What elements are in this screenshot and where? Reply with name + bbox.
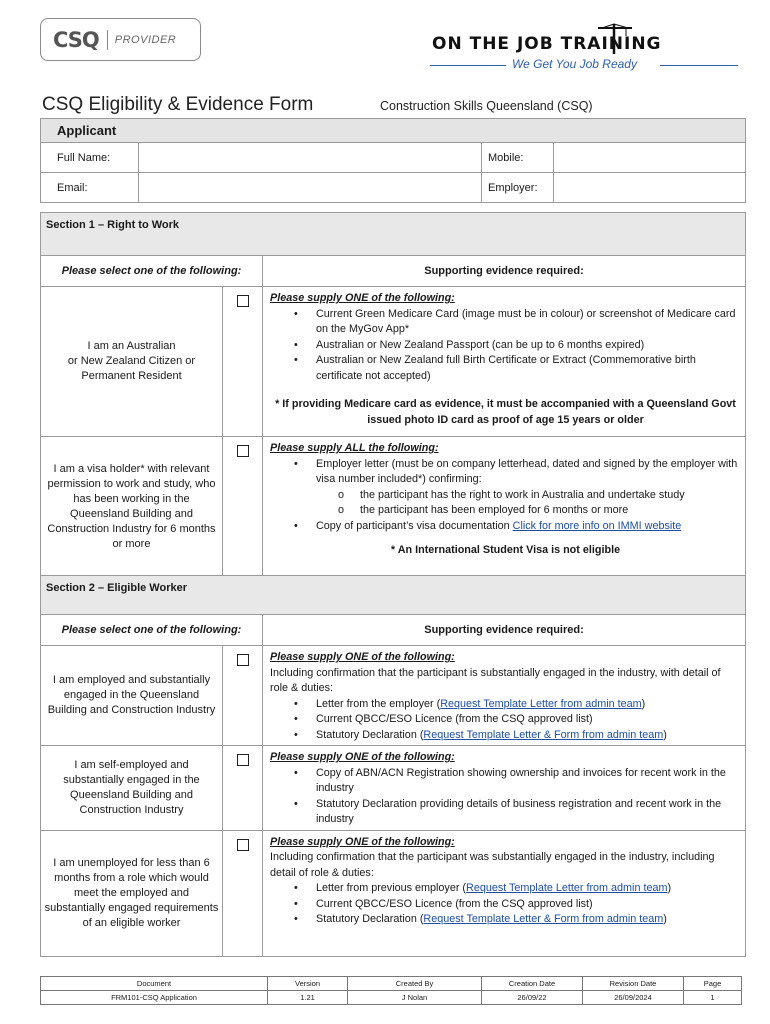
unemployed-checkbox-cell xyxy=(223,830,263,956)
evidence-list xyxy=(294,457,741,535)
unemployed-checkbox[interactable] xyxy=(237,839,249,851)
evidence-cell xyxy=(263,830,746,956)
option-label: I am an Australian or New Zealand Citizen or Permanent Resident xyxy=(41,287,223,437)
evidence-item xyxy=(294,519,741,535)
self-employed-checkbox[interactable] xyxy=(237,754,249,766)
evidence-item: • Australian or New Zealand Passport (can be up to 6 months expired) xyxy=(294,338,741,354)
csq-logo-label: PROVIDER xyxy=(114,33,177,46)
full-name-label: Full Name: xyxy=(41,143,139,173)
evidence-item: • Australian or New Zealand full Birth Certificate or Extract (Commemorative birth certificate not accepted) xyxy=(294,353,741,384)
evidence-text: Copy of participant’s visa documentation xyxy=(316,519,513,532)
immi-website-link[interactable]: Click for more info on IMMI website xyxy=(512,519,682,532)
tagline-rule-right xyxy=(660,65,738,66)
evidence-cell xyxy=(263,746,746,831)
on-the-job-training-logo xyxy=(430,22,740,77)
section1-option-visa xyxy=(41,437,746,577)
mobile-label: Mobile: xyxy=(482,143,554,173)
evidence-heading: Please supply ONE of the following: xyxy=(270,651,455,663)
section1-heading: Section 1 – Right to Work xyxy=(41,213,746,256)
student-visa-note: * An International Student Visa is not eligible xyxy=(390,544,621,556)
self-employed-checkbox-cell xyxy=(223,746,263,831)
evidence-heading: Please supply ONE of the following: xyxy=(270,292,455,304)
evidence-text: Employer letter (must be on company letterhead, dated and signed by the employer with visa number included*) confirming: xyxy=(316,457,738,485)
evidence-intro: Including confirmation that the participant is substantially engaged in the industry, with detail of role & duties: xyxy=(270,666,721,694)
citizen-checkbox[interactable] xyxy=(237,295,249,307)
evidence-list xyxy=(294,881,741,928)
section1-table xyxy=(40,212,746,577)
footer-document: FRM101-CSQ Application xyxy=(41,991,268,1005)
section1-option-citizen xyxy=(41,287,746,437)
medicare-note: * If providing Medicare card as evidence, it must be accompanied with a Queensland Govt issued photo ID card as proof of age 15 years or older xyxy=(275,398,736,426)
visa-checkbox-cell xyxy=(223,437,263,577)
evidence-item: • Statutory Declaration (Request Template Letter & Form from admin team) xyxy=(294,728,741,744)
form-title: CSQ Eligibility & Evidence Form xyxy=(42,94,314,115)
evidence-subitem: o the participant has been employed for 6 months or more xyxy=(338,503,741,519)
footer-version: 1.21 xyxy=(268,991,348,1005)
section2-table xyxy=(40,575,746,957)
section2-heading: Section 2 – Eligible Worker xyxy=(41,576,746,615)
section1-evidence-header: Supporting evidence required: xyxy=(263,256,746,287)
request-template-letter-link[interactable]: Request Template Letter from admin team xyxy=(440,697,642,710)
evidence-list xyxy=(294,307,741,385)
employed-checkbox[interactable] xyxy=(237,654,249,666)
footer-header: Creation Date xyxy=(482,977,583,991)
applicant-heading: Applicant xyxy=(41,119,746,143)
evidence-intro: Including confirmation that the participant was substantially engaged in the industry, including detail of role & duties: xyxy=(270,851,715,879)
evidence-heading: Please supply ALL the following: xyxy=(270,442,439,454)
footer-header: Page xyxy=(684,977,742,991)
evidence-item: • Current QBCC/ESO Licence (from the CSQ approved list) xyxy=(294,712,741,728)
document-control-footer xyxy=(40,976,742,1005)
evidence-item: • Copy of ABN/ACN Registration showing ownership and invoices for recent work in the industry xyxy=(294,766,741,797)
evidence-heading: Please supply ONE of the following: xyxy=(270,751,455,763)
section2-option-employed xyxy=(41,646,746,746)
tagline-rule-left xyxy=(430,65,506,66)
email-field[interactable] xyxy=(139,173,482,203)
form-subtitle: Construction Skills Queensland (CSQ) xyxy=(380,99,593,113)
ojt-tagline: We Get You Job Ready xyxy=(512,57,637,71)
csq-logo-mark: CSQ xyxy=(53,27,99,52)
footer-revision-date: 26/09/2024 xyxy=(583,991,684,1005)
logo-divider xyxy=(107,30,108,50)
footer-header: Created By xyxy=(348,977,482,991)
footer-page: 1 xyxy=(684,991,742,1005)
evidence-item: • Current QBCC/ESO Licence (from the CSQ approved list) xyxy=(294,897,741,913)
mobile-field[interactable] xyxy=(554,143,746,173)
full-name-field[interactable] xyxy=(139,143,482,173)
request-template-form-link[interactable]: Request Template Letter & Form from admin team xyxy=(423,728,664,741)
request-template-form-link[interactable]: Request Template Letter & Form from admin team xyxy=(423,913,664,925)
option-label: I am employed and substantially engaged in the Queensland Building and Construction Industry xyxy=(41,646,223,746)
evidence-cell xyxy=(263,646,746,746)
applicant-table xyxy=(40,118,746,203)
evidence-item: • Current Green Medicare Card (image must be in colour) or screenshot of Medicare card on the MyGov App* xyxy=(294,307,741,338)
request-template-letter-link[interactable]: Request Template Letter from admin team xyxy=(466,882,668,894)
employer-label: Employer: xyxy=(482,173,554,203)
option-label: I am unemployed for less than 6 months from a role which would meet the employed and substantially engaged requirements of an eligible worker xyxy=(41,830,223,956)
evidence-sublist xyxy=(338,488,741,519)
ojt-logo-title: ON THE JOB TRAINING xyxy=(432,34,662,54)
footer-created-by: J Nolan xyxy=(348,991,482,1005)
citizen-checkbox-cell xyxy=(223,287,263,437)
employed-checkbox-cell xyxy=(223,646,263,746)
evidence-cell xyxy=(263,287,746,437)
email-label: Email: xyxy=(41,173,139,203)
footer-header: Revision Date xyxy=(583,977,684,991)
option-label: I am self-employed and substantially engaged in the Queensland Building and Construction Industry xyxy=(41,746,223,831)
evidence-list xyxy=(294,766,741,828)
evidence-item xyxy=(294,457,741,519)
evidence-subitem: o the participant has the right to work in Australia and undertake study xyxy=(338,488,741,504)
section2-select-header: Please select one of the following: xyxy=(41,615,263,646)
footer-header: Version xyxy=(268,977,348,991)
evidence-item: • Statutory Declaration (Request Template Letter & Form from admin team) xyxy=(294,912,741,928)
evidence-text: Letter from previous employer ( xyxy=(316,882,467,894)
visa-checkbox[interactable] xyxy=(237,445,249,457)
section2-evidence-header: Supporting evidence required: xyxy=(263,615,746,646)
evidence-text: Statutory Declaration ( xyxy=(316,728,424,741)
employer-field[interactable] xyxy=(554,173,746,203)
footer-creation-date: 26/09/22 xyxy=(482,991,583,1005)
evidence-item: • Letter from previous employer (Request Template Letter from admin team) xyxy=(294,881,741,897)
evidence-item: • Statutory Declaration providing details of business registration and recent work in the industry xyxy=(294,797,741,828)
evidence-text: Statutory Declaration ( xyxy=(316,913,424,925)
section2-option-self-employed xyxy=(41,746,746,831)
evidence-item: • Letter from the employer (Request Template Letter from admin team) xyxy=(294,697,741,713)
evidence-list xyxy=(294,697,741,744)
section1-select-header: Please select one of the following: xyxy=(41,256,263,287)
ojt-tagline-row xyxy=(430,57,738,73)
option-label: I am a visa holder* with relevant permission to work and study, who has been working in the Queensland Building and Construction Industry for 6 months or more xyxy=(41,437,223,577)
evidence-cell xyxy=(263,437,746,577)
evidence-text: Letter from the employer ( xyxy=(316,697,441,710)
csq-provider-logo xyxy=(40,18,201,61)
evidence-heading: Please supply ONE of the following: xyxy=(270,835,455,848)
section2-option-unemployed xyxy=(41,830,746,956)
footer-header: Document xyxy=(41,977,268,991)
